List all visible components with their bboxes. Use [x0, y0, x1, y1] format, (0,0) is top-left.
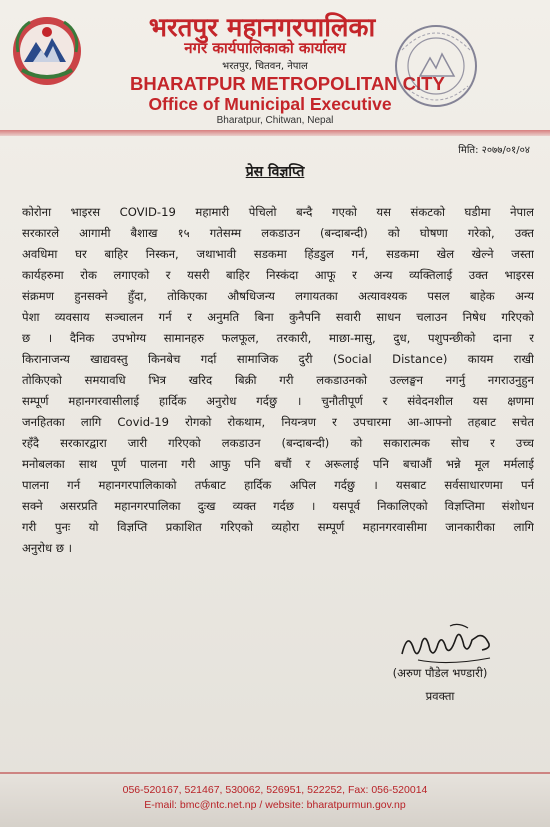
press-release-body — [22, 202, 534, 559]
body-line: पेशा व्यवसाय सञ्चालन गर्न र अनुमति बिना कुनैपनि सवारी साधन चलाउन निषेध गरिएको — [22, 310, 534, 324]
body-line: सरकारले आगामी बैशाख १५ गतेसम्म लकडाउन (बन्दाबन्दी) को घोषणा गरेको, उक्त — [22, 226, 534, 240]
body-line: सम्पूर्ण महानगरवासीलाई हार्दिक अनुरोध गर्दछु । चुनौतीपूर्ण र संवेदनशील यस क्षणमा — [22, 394, 534, 408]
signatory-role: प्रवक्ता — [425, 689, 455, 703]
body-line: मनोबलका साथ पूर्ण पालना गरी आफु पनि बचौं र अरूलाई पनि बचाऔं भन्ने मूल मर्मलाई — [22, 457, 534, 471]
body-line: गरी पुनः यो विज्ञप्ति प्रकाशित गरिएको व्यहोरा सम्पूर्ण महानगरवासीमा जानकारीका लागि — [22, 520, 534, 534]
body-line: जनहितका लागि Covid-19 रोगको रोकथाम, नियन्त्रण र उपचारमा आ-आफ्नो तहबाट सचेत — [22, 415, 534, 429]
document-heading: प्रेस विज्ञप्ति — [245, 164, 305, 180]
address-nepali: भरतपुर, चितवन, नेपाल — [222, 61, 308, 72]
body-line: किरानाजन्य खाद्यवस्तु किनबेच गर्दा सामाजिक दुरी (Social Distance) कायम राखी — [22, 352, 534, 366]
office-subtitle-nepali: नगर कार्यपालिकाको कार्यालय — [184, 39, 346, 57]
body-line: कोरोना भाइरस COVID-19 महामारी पेचिलो बन्दै गएको यस संकटको घडीमा नेपाल — [22, 205, 534, 219]
body-line: अवधिमा घर बाहिर निस्कन, जथाभावी सडकमा हिंडडुल गर्न, सडकमा खेल खेल्ने जस्ता — [22, 247, 534, 261]
municipality-title-english: BHARATPUR METROPOLITAN CITY — [130, 73, 445, 94]
footer-contact-phones: 056-520167, 521467, 530062, 526951, 522252, Fax: 056-520014 — [122, 784, 428, 796]
body-line: पालना गर्न महानगरपालिकाको तर्फबाट हार्दिक अपिल गर्दछु । यसबाट सर्वसाधारणमा पर्न — [22, 478, 534, 492]
body-line: अनुरोध छ । — [22, 541, 73, 555]
body-line: सक्ने असरप्रति महानगरपालिका दुःख व्यक्त गर्दछ । यसपूर्व निकालिएको विज्ञप्तिमा संशोधन — [22, 499, 534, 513]
body-line: छ । दैनिक उपभोग्य सामानहरु फलफूल, तरकारी, माछा-मासु, दुध, पशुपन्छीको दाना र — [22, 331, 534, 345]
handwritten-signature — [398, 620, 498, 668]
office-subtitle-english: Office of Municipal Executive — [148, 94, 392, 114]
body-line: कार्यहरुमा रोक लगाएको र यसरी बाहिर निस्कंदा आफू र अन्य व्यक्तिलाई उक्त भाइरस — [22, 268, 534, 282]
signatory-name: (अरुण पौडेल भण्डारी) — [392, 666, 488, 680]
nepal-government-emblem-icon — [8, 12, 86, 90]
municipal-seal-stamp-icon — [390, 20, 482, 112]
address-english: Bharatpur, Chitwan, Nepal — [216, 115, 334, 126]
municipality-title-nepali: भरतपुर महानगरपालिका — [148, 13, 376, 43]
header-divider — [0, 130, 550, 136]
footer-contact-web: E-mail: bmc@ntc.net.np / website: bharatpurmun.gov.np — [144, 799, 406, 811]
body-line: रहँदै सरकारद्वारा जारी गरिएको लकडाउन (बन्दाबन्दी) को सकारात्मक सोच र उच्च — [22, 436, 534, 450]
body-line: तोकिएको समयावधि भित्र खरिद बिक्री गरी लकडाउनको उल्लङ्घन नगर्नु नगराउनुहुन — [22, 373, 534, 387]
body-line: संक्रमण हुनसक्ने हुँदा, तोकिएका औषधिजन्य लगायतका अत्यावश्यक पसल बाहेक अन्य — [22, 289, 534, 303]
issue-date: मिति: २०७७/०१/०४ — [458, 145, 530, 156]
